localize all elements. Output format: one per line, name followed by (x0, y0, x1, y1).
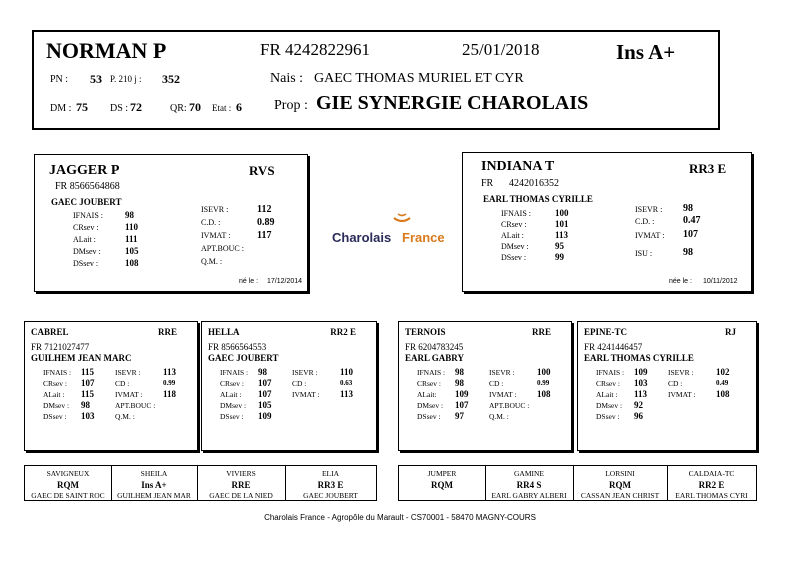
dam-owner: EARL THOMAS CYRILLE (483, 194, 593, 204)
great-grandparent-grade: RR4 S (516, 480, 542, 490)
great-grandparent-owner: GAEC DE LA NIED (209, 491, 273, 500)
stat-value: 99 (555, 252, 564, 262)
great-grandparents-maternal (398, 465, 757, 501)
stat-label: IFNAIS : (43, 368, 72, 377)
great-grandparent-name: GAMINE (514, 469, 544, 478)
stat-label: IVMAT : (635, 231, 665, 240)
dam-id: 4242016352 (509, 178, 559, 189)
sire-name: JAGGER P (49, 163, 120, 178)
grandparent-box-epine-tc (577, 321, 757, 451)
nais-value: GAEC THOMAS MURIEL ET CYR (314, 71, 524, 86)
stat-label: IFNAIS : (596, 368, 625, 377)
sire-born-label: né le : (239, 278, 259, 285)
great-grandparent-cell (285, 466, 376, 500)
grandparent-box-hella (201, 321, 377, 451)
qr-value: 70 (189, 100, 201, 114)
stat-value: 110 (125, 222, 139, 232)
dam-born: 10/11/2012 (703, 278, 738, 285)
great-grandparent-cell (399, 466, 485, 500)
stat-label: IFNAIS : (220, 368, 249, 377)
great-grandparent-name: LORSINI (605, 469, 635, 478)
stat-label: Q.M. : (115, 412, 135, 421)
great-grandparents-paternal (24, 465, 377, 501)
stat-value: 111 (125, 234, 138, 244)
stat-value: 98 (258, 367, 267, 377)
grandparent-id: FR 8566564553 (208, 342, 267, 352)
grandparent-owner: EARL THOMAS CYRILLE (584, 353, 694, 363)
stat-value: 0.99 (537, 379, 550, 387)
stat-value: 97 (455, 411, 464, 421)
stat-value: 100 (537, 367, 551, 377)
stat-label: IVMAT : (201, 231, 231, 240)
great-grandparent-grade: RQM (431, 480, 453, 490)
stat-label: ISEVR : (489, 368, 515, 377)
stat-label: DSsev : (43, 412, 67, 421)
p210-value: 352 (162, 72, 180, 86)
sire-id: FR 8566564868 (55, 181, 120, 192)
stat-value: 109 (634, 367, 648, 377)
etat-label: Etat : (212, 103, 232, 113)
stat-label: ALait : (220, 390, 242, 399)
great-grandparent-grade: RR2 E (698, 480, 725, 490)
stat-value: 0.63 (340, 379, 353, 387)
stat-label: Q.M. : (489, 412, 509, 421)
great-grandparent-owner: GAEC DE SAINT ROC (31, 491, 105, 500)
stat-label: IFNAIS : (501, 209, 532, 218)
grandparent-grade: RRE (531, 327, 551, 337)
great-grandparent-owner: EARL THOMAS CYRI (675, 491, 748, 500)
stat-value: 98 (81, 400, 90, 410)
stat-value: 98 (455, 367, 464, 377)
stat-label: CD : (115, 379, 130, 388)
great-grandparent-name: VIVIERS (226, 469, 256, 478)
stat-value: 98 (683, 203, 693, 214)
great-grandparent-cell (485, 466, 573, 500)
stat-value: 107 (455, 400, 469, 410)
stat-label: CRsev : (501, 220, 527, 229)
stat-label: ISU : (635, 249, 653, 258)
stat-label: APT.BOUC : (201, 244, 244, 253)
logo-text-charolais: Charolais (332, 230, 392, 245)
dam-name: INDIANA T (481, 159, 555, 174)
stat-value: 103 (81, 411, 95, 421)
stat-label: ISEVR : (115, 368, 141, 377)
grandparent-grade: RR2 E (330, 327, 356, 337)
stat-value: 0.49 (716, 379, 729, 387)
grandparent-name: EPINE-TC (584, 327, 628, 337)
stat-value: 103 (634, 378, 648, 388)
stat-value: 98 (125, 210, 134, 220)
stat-label: CRsev : (417, 379, 441, 388)
great-grandparent-cell (667, 466, 756, 500)
dam-grade: RR3 E (689, 161, 727, 176)
stat-value: 113 (555, 230, 569, 240)
stat-value: 113 (634, 389, 648, 399)
animal-date: 25/01/2018 (462, 40, 540, 59)
stat-label: DSsev : (73, 259, 99, 268)
stat-label: IVMAT : (292, 390, 320, 399)
footer-address: Charolais France - Agropôle du Marault - CS70001 - 58470 MAGNY-COURS (264, 513, 536, 522)
sire-born: 17/12/2014 (267, 278, 303, 285)
stat-value: 109 (455, 389, 469, 399)
stat-label: DSsev : (220, 412, 244, 421)
great-grandparent-cell (111, 466, 197, 500)
grandparent-id: FR 7121027477 (31, 342, 90, 352)
stat-label: CD : (489, 379, 504, 388)
stat-label: ISEVR : (668, 368, 694, 377)
stat-value: 110 (340, 367, 354, 377)
stat-value: 98 (683, 247, 693, 258)
pn-label: PN : (50, 74, 69, 85)
great-grandparent-owner: EARL GABRY ALBERI (491, 491, 567, 500)
stat-value: 107 (683, 229, 698, 240)
great-grandparent-cell (573, 466, 667, 500)
grandparent-id: FR 4241446457 (584, 342, 643, 352)
great-grandparent-grade: RQM (57, 480, 79, 490)
qr-label: QR: (170, 103, 187, 114)
stat-label: APT.BOUC : (115, 401, 156, 410)
dm-value: 75 (76, 100, 88, 114)
grandparent-name: CABREL (31, 327, 69, 337)
ds-value: 72 (130, 100, 142, 114)
main-animal-box (32, 30, 720, 130)
stat-label: DMsev : (73, 247, 101, 256)
stat-value: 100 (555, 208, 569, 218)
great-grandparent-name: ELIA (321, 469, 340, 478)
stat-label: ALait: (417, 390, 437, 399)
stat-label: CRsev : (220, 379, 244, 388)
stat-value: 92 (634, 400, 643, 410)
dam-box (462, 152, 752, 292)
grandparent-grade: RRE (157, 327, 177, 337)
stat-value: 96 (634, 411, 643, 421)
great-grandparent-name: SAVIGNEUX (46, 469, 90, 478)
stat-label: ISEVR : (635, 205, 663, 214)
stat-label: ALait : (501, 231, 524, 240)
stat-label: IVMAT : (668, 390, 696, 399)
grandparent-grade: RJ (725, 327, 736, 337)
stat-value: 115 (81, 389, 95, 399)
stat-label: C.D. : (201, 218, 221, 227)
dam-id-prefix: FR (481, 178, 494, 189)
great-grandparent-owner: GUILHEM JEAN MAR (117, 491, 191, 500)
stat-value: 113 (340, 389, 354, 399)
stat-value: 108 (716, 389, 730, 399)
great-grandparent-cell (25, 466, 111, 500)
sire-owner: GAEC JOUBERT (51, 197, 122, 207)
stat-label: IVMAT : (489, 390, 517, 399)
animal-id: FR 4242822961 (260, 40, 371, 59)
etat-value: 6 (236, 100, 242, 114)
stat-label: CRsev : (43, 379, 67, 388)
grandparent-id: FR 6204783245 (405, 342, 464, 352)
great-grandparent-grade: RRE (231, 480, 251, 490)
animal-name: NORMAN P (46, 38, 167, 63)
stat-value: 107 (258, 378, 272, 388)
stat-label: DSsev : (417, 412, 441, 421)
animal-grade: Ins A+ (616, 40, 676, 64)
stat-value: 105 (258, 400, 272, 410)
stat-label: DMsev : (596, 401, 623, 410)
stat-label: Q.M. : (201, 257, 223, 266)
stat-value: 98 (455, 378, 464, 388)
stat-label: IVMAT : (115, 390, 143, 399)
stat-label: IFNAIS : (417, 368, 446, 377)
grandparent-box-ternois (398, 321, 572, 451)
stat-label: DMsev : (501, 242, 529, 251)
stat-value: 113 (163, 367, 177, 377)
logo-text-france: France (402, 230, 445, 245)
stat-label: DMsev : (417, 401, 444, 410)
stat-value: 107 (258, 389, 272, 399)
grandparent-name: HELLA (208, 327, 240, 337)
stat-label: CRsev : (73, 223, 99, 232)
stat-label: C.D. : (635, 217, 655, 226)
stat-label: ALait : (596, 390, 618, 399)
grandparent-name: TERNOIS (405, 327, 446, 337)
great-grandparent-grade: RQM (609, 480, 631, 490)
stat-label: APT.BOUC : (489, 401, 530, 410)
stat-label: DMsev : (43, 401, 70, 410)
great-grandparent-grade: RR3 E (317, 480, 344, 490)
great-grandparent-name: JUMPER (427, 469, 457, 478)
stat-value: 107 (81, 378, 95, 388)
great-grandparent-grade: Ins A+ (141, 480, 167, 490)
stat-label: ALait : (73, 235, 96, 244)
stat-value: 115 (81, 367, 95, 377)
stat-value: 109 (258, 411, 272, 421)
great-grandparent-name: CALDAIA-TC (688, 469, 735, 478)
stat-value: 108 (537, 389, 551, 399)
ds-label: DS : (110, 103, 129, 114)
sire-grade: RVS (249, 163, 275, 178)
stat-label: ALait : (43, 390, 65, 399)
great-grandparent-owner: GAEC JOUBERT (303, 491, 358, 500)
stat-label: CD : (292, 379, 307, 388)
sire-box (34, 154, 308, 292)
pn-value: 53 (90, 72, 102, 86)
great-grandparent-cell (197, 466, 285, 500)
charolais-france-logo (332, 212, 448, 252)
stat-value: 0.89 (257, 217, 275, 228)
great-grandparent-owner: CASSAN JEAN CHRIST (580, 491, 660, 500)
stat-value: 102 (716, 367, 730, 377)
stat-value: 105 (125, 246, 139, 256)
dm-label: DM : (50, 103, 72, 114)
stat-value: 118 (163, 389, 177, 399)
stat-label: ISEVR : (201, 205, 229, 214)
prop-label: Prop : (274, 98, 308, 113)
stat-label: DMsev : (220, 401, 247, 410)
stat-value: 101 (555, 219, 569, 229)
nais-label: Nais : (270, 71, 304, 86)
dam-born-label: née le : (669, 278, 692, 285)
stat-label: ISEVR : (292, 368, 318, 377)
stat-label: DSsev : (596, 412, 620, 421)
great-grandparent-name: SHEILA (140, 469, 168, 478)
stat-value: 112 (257, 204, 272, 215)
stat-value: 0.47 (683, 215, 701, 226)
stat-value: 95 (555, 241, 564, 251)
stat-value: 108 (125, 258, 139, 268)
p210-label: P. 210 j : (110, 74, 142, 84)
stat-label: DSsev : (501, 253, 527, 262)
grandparent-owner: EARL GABRY (405, 353, 464, 363)
stat-label: CRsev : (596, 379, 620, 388)
grandparent-owner: GAEC JOUBERT (208, 353, 279, 363)
grandparent-owner: GUILHEM JEAN MARC (31, 353, 132, 363)
stat-label: IFNAIS : (73, 211, 104, 220)
stat-label: CD : (668, 379, 683, 388)
grandparent-box-cabrel (24, 321, 198, 451)
stat-value: 0.99 (163, 379, 176, 387)
prop-value: GIE SYNERGIE CHAROLAIS (316, 92, 589, 114)
stat-value: 117 (257, 230, 272, 241)
